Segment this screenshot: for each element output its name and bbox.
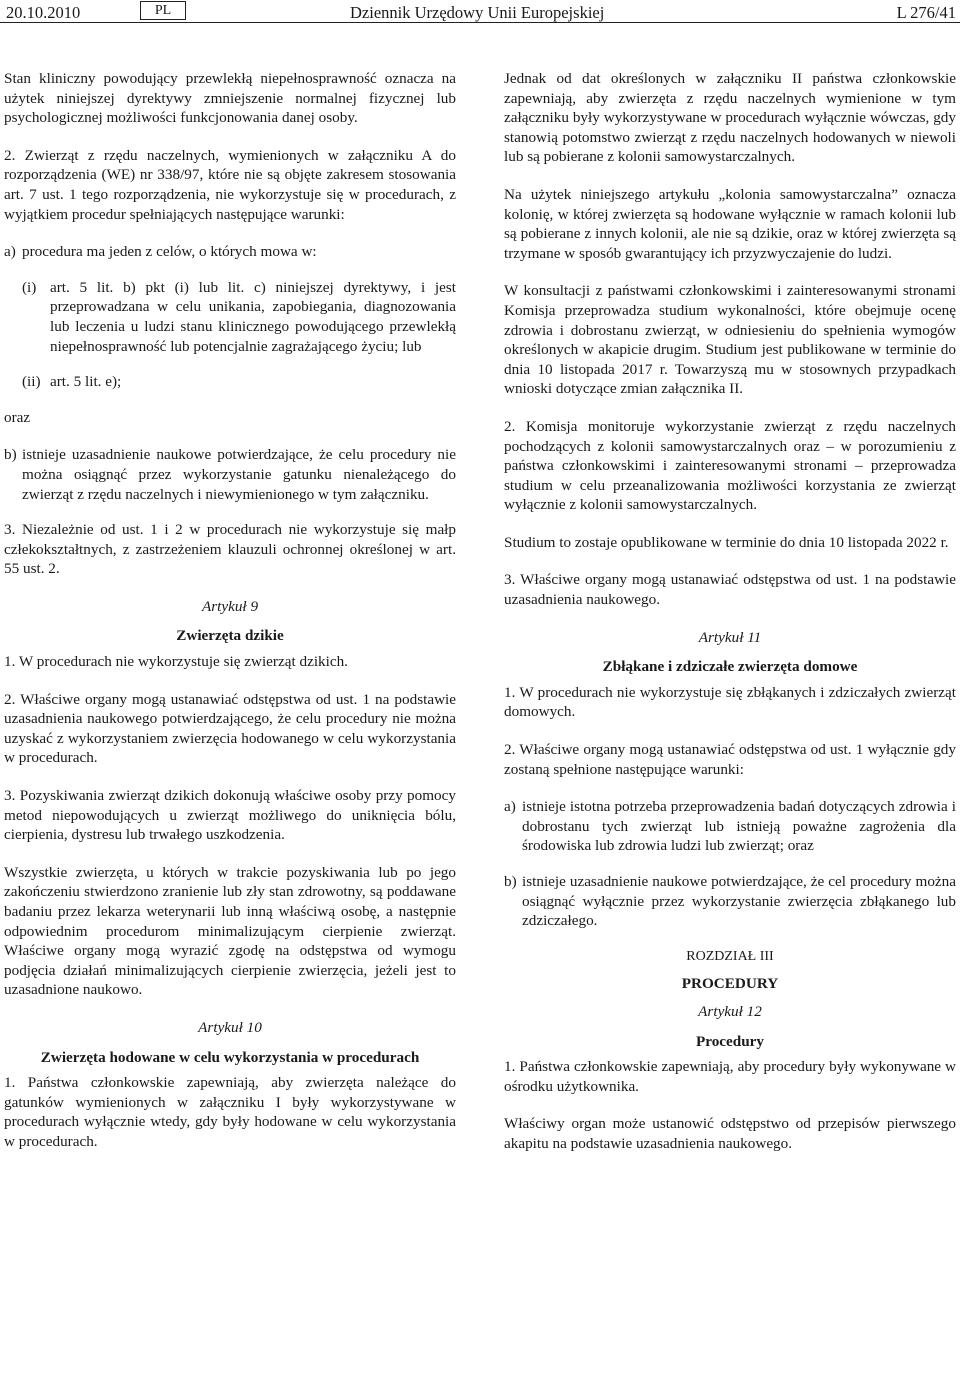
page-number: L 276/41 [896,3,956,22]
sub-list [4,278,456,392]
list-item-a [4,242,456,262]
article-12-title: Procedury [695,1032,765,1050]
paragraph-intro: Stan kliniczny powodujący przewlekłą niepełnosprawność oznacza na użytek niniejszej dyrektywy zmniejszenie normalnej fizycznej lub psychologicznej możliwości funkcjonowania danej osoby. [4,70,456,127]
right-column [504,69,956,1172]
article-11-number: Artykuł 11 [698,628,762,646]
article-10-number: Artykuł 10 [198,1018,262,1036]
paragraph-r4: 2. Komisja monitoruje wykorzystanie zwierząt z rzędu naczelnych pochodzących z kolonii samowystarczalnych oraz – w porozumieniu z państwa członkowskimi i zainteresowanymi stronami – przeprowadza studium w celu przeanalizowania możliwości korzystania ze zwierząt wyłącznie z kolonii samowystarczalnych. [504,417,956,514]
article-11-condition-list [504,797,956,931]
paragraph-2: 2. Zwierząt z rzędu naczelnych, wymienionych w załączniku A do rozporządzenia (WE) nr 338/97, które nie są objęte zakresem stosowania art. 7 ust. 1 tego rozporządzenia, nie wykorzystuje się w procedurach, z wyjątkiem procedur spełniających następujące warunki: [4,146,456,223]
article-9-number: Artykuł 9 [201,597,259,615]
list-label: (ii) [22,373,41,391]
language-code-box: PL [140,1,186,20]
article-9-paragraph-2: 2. Właściwe organy mogą ustanawiać odstępstwa od ust. 1 na podstawie uzasadnienia naukowego potwierdzającego, że celu procedury nie można uzyskać z wykorzystaniem zwierzęcia hodowanego w celu wykorzystania w procedurach. [4,690,456,767]
publication-date: 20.10.2010 [6,3,81,22]
article-12-paragraph-2: Właściwy organ może ustanowić odstępstwo od przepisów pierwszego akapitu na podstawie uzasadnienia naukowego. [504,1115,956,1152]
page-header [0,0,960,32]
list-item-ii [22,372,456,392]
paragraph-r2: Na użytek niniejszego artykułu „kolonia samowystarczalna” oznacza kolonię, w której zwierzęta są hodowane wyłącznie w ramach kolonii lub są pobierane z innych kolonii, ale nie są dzikie, oraz w której zwierzęta są trzymane w sposób gwarantujący ich przyzwyczajenie do ludzi. [504,185,956,262]
header-rule [0,22,960,23]
conjunction-oraz: oraz [4,408,31,426]
article-10-paragraph-1: 1. Państwa członkowskie zapewniają, aby zwierzęta należące do gatunków wymienionych w załączniku I były wykorzystywane w procedurach wyłącznie wtedy, gdy były hodowane w celu wykorzystania w procedurach. [4,1074,456,1150]
list-text: art. 5 lit. e); [50,373,122,391]
paragraph-r6: 3. Właściwe organy mogą ustanawiać odstępstwa od ust. 1 na podstawie uzasadnienia naukowego. [504,571,956,609]
list-label: a) [4,243,16,261]
list-item-b [4,445,456,504]
list-label: b) [504,873,517,890]
list-text: istnieje uzasadnienie naukowe potwierdzające, że celu procedury nie można osiągnąć przez wykorzystanie gatunku nienależącego do zwierząt z rzędu naczelnych i niewymienionego w tym załączniku. [22,446,456,503]
article-12-number: Artykuł 12 [698,1002,762,1020]
article-11-paragraph-1: 1. W procedurach nie wykorzystuje się zbłąkanych i zdziczałych zwierząt domowych. [504,683,956,721]
article-12-paragraph-1: 1. Państwa członkowskie zapewniają, aby procedury były wykonywane w ośrodku użytkownika. [504,1058,956,1095]
condition-list [4,242,456,262]
list-text: procedura ma jeden z celów, o których mowa w: [22,243,317,261]
article-11-title: Zbłąkane i zdziczałe zwierzęta domowe [602,658,858,676]
journal-title: Dziennik Urzędowy Unii Europejskiej [350,3,605,22]
list-label: a) [504,798,516,816]
article-9-paragraph-4: Wszystkie zwierzęta, u których w trakcie pozyskiwania lub po jego zakończeniu stwierdzono zranienie lub zły stan zdrowotny, są poddawane badaniu przez lekarza weterynarii lub inną właściwą osobę, a następnie odpowiednim procedurom minimalizującym cierpienie zwierząt. Właściwe organy mogą wyrazić zgodę na odstępstwa od wymogu podjęcia działań minimalizujących cierpienie zwierzęcia, jeżeli jest to uzasadnione naukowo. [4,863,456,999]
article-10-title: Zwierzęta hodowane w celu wykorzystania w procedurach [40,1048,420,1066]
article-9-paragraph-1: 1. W procedurach nie wykorzystuje się zwierząt dzikich. [4,653,348,671]
paragraph-r1: Jednak od dat określonych w załączniku II państwa członkowskie zapewniają, aby zwierzęta z rzędu naczelnych wymienione w tym załączniku były wykorzystywane w procedurach wyłącznie wówczas, gdy stanowią potomstwo zwierząt z rzędu naczelnych hodowanych w niewoli lub są pobierane z kolonii samowystarczalnych. [504,70,956,166]
list-item-b [504,872,956,931]
left-column [4,69,456,1170]
paragraph-3: 3. Niezależnie od ust. 1 i 2 w procedurach nie wykorzystuje się małp człekokształtnych, z zastrzeżeniem klauzuli ochronnej określonej w art. 55 ust. 2. [4,521,456,578]
article-11-paragraph-2: 2. Właściwe organy mogą ustanawiać odstępstwa od ust. 1 wyłącznie gdy zostaną spełnione następujące warunki: [504,741,956,778]
chapter-number: ROZDZIAŁ III [686,948,774,964]
list-item-a [504,797,956,856]
list-item-i [22,278,456,356]
chapter-title: PROCEDURY [681,975,779,993]
paragraph-r5: Studium to zostaje opublikowane w terminie do dnia 10 listopada 2022 r. [504,533,949,551]
article-9-title: Zwierzęta dzikie [176,627,284,645]
list-label: (i) [22,278,37,296]
list-text: art. 5 lit. b) pkt (i) lub lit. c) niniejszej dyrektywy, i jest przeprowadzana w celu unikania, zapobiegania, diagnozowania lub leczenia u ludzi stanu klinicznego powodującego przewlekłą niepełnosprawność lub potencjalnie zagrażającego życiu; lub [50,278,456,355]
condition-list-b [4,445,456,504]
paragraph-r3: W konsultacji z państwami członkowskimi i zainteresowanymi stronami Komisja przeprowadza studium wykonalności, które obejmuje ocenę zdrowia i dobrostanu zwierząt, w odniesieniu do spełnienia wymogów określonych w akapicie drugim. Studium jest publikowane w terminie do dnia 10 listopada 2017 r. Towarzyszą mu w stosownych przypadkach wnioski dotyczące zmian załącznika II. [504,282,956,398]
list-text: istnieje istotna potrzeba przeprowadzenia badań dotyczących zdrowia i dobrostanu tych zwierząt lub istnieją poważne zagrożenia dla środowiska lub zdrowia ludzi lub zwierząt; oraz [522,798,956,855]
article-9-paragraph-3: 3. Pozyskiwania zwierząt dzikich dokonują właściwe osoby przy pomocy metod niepowodujących u zwierząt możliwego do uniknięcia bólu, cierpienia, dystresu lub trwałego uszkodzenia. [4,787,456,844]
list-text: istnieje uzasadnienie naukowe potwierdzające, że cel procedury można osiągnąć wyłącznie przez wykorzystanie zwierzęcia zbłąkanego lub zdziczałego. [522,873,956,930]
list-label: b) [4,446,17,464]
